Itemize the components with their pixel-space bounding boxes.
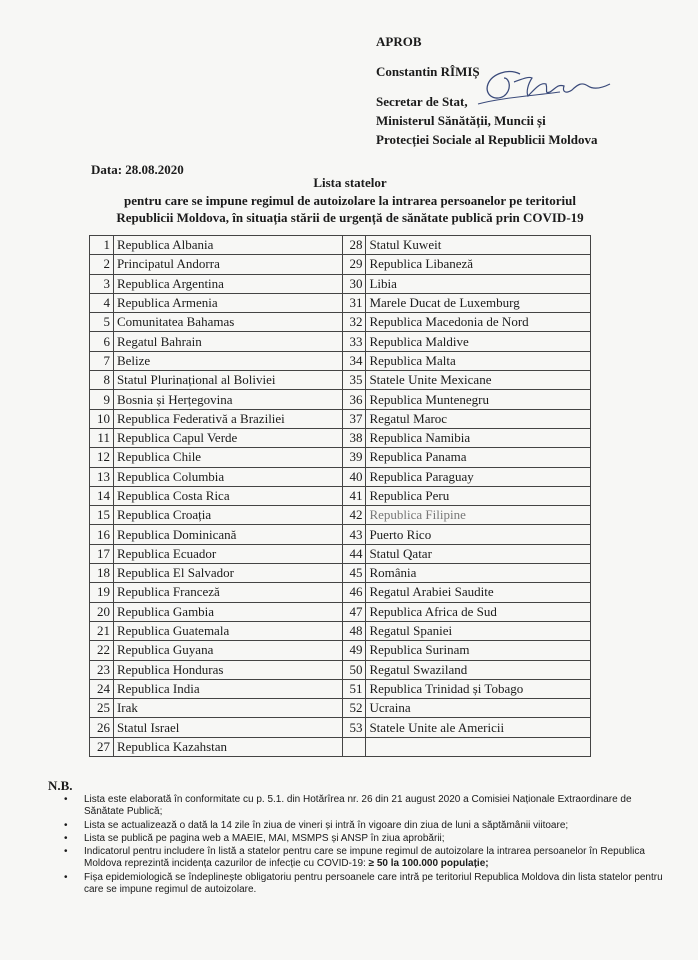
country-name: Republica Guyana: [113, 641, 342, 660]
row-number: 22: [90, 641, 114, 660]
title-line-2: pentru care se impune regimul de autoizolare la intrarea persoanelor pe teritoriul: [124, 192, 576, 208]
note-item: • Lista se actualizează o dată la 14 zile în ziua de vineri și intră în vigoare din ziua de luni a săptămânii viitoare;: [64, 819, 569, 831]
row-number: 15: [90, 506, 114, 525]
country-name: Republica Malta: [366, 351, 591, 370]
table-row: [90, 332, 591, 351]
row-number: 16: [90, 525, 114, 544]
country-name: Republica Kazahstan: [113, 737, 342, 756]
row-number: 39: [342, 448, 366, 467]
row-number: 36: [342, 390, 366, 409]
row-number: 28: [342, 236, 366, 255]
country-name: Statele Unite Mexicane: [366, 371, 591, 390]
handwritten-signature: [470, 62, 620, 117]
table-row: [90, 602, 591, 621]
row-number: 42: [342, 506, 366, 525]
row-number: 45: [342, 564, 366, 583]
country-name: Republica Capul Verde: [113, 428, 342, 447]
table-row: [90, 583, 591, 602]
note-item: • Fișa epidemiologică se îndeplinește obligatoriu pentru persoanele care intră pe teritoriul Republica Moldova din lista statelor pentru care se impune regimul de autoizolare.: [64, 871, 663, 896]
country-name: Republica India: [113, 679, 342, 698]
country-name: Bosnia și Herțegovina: [113, 390, 342, 409]
row-number: 8: [90, 371, 114, 390]
note-item: • Lista se publică pe pagina web a MAEIE, MAI, MSMPS și ANSP în ziua aprobării;: [64, 832, 445, 844]
table-row: [90, 467, 591, 486]
country-name: România: [366, 564, 591, 583]
country-name: Republica Franceză: [113, 583, 342, 602]
document-title: [80, 174, 620, 227]
row-number: 40: [342, 467, 366, 486]
country-name: Republica Albania: [113, 236, 342, 255]
signatory-position-1: Secretar de Stat,: [376, 94, 468, 109]
country-name: [366, 737, 591, 756]
country-name: Republica Libaneză: [366, 255, 591, 274]
row-number: 43: [342, 525, 366, 544]
row-number: 52: [342, 699, 366, 718]
bullet-icon: •: [64, 819, 68, 831]
country-name: Republica Honduras: [113, 660, 342, 679]
notes-list: [64, 794, 664, 897]
country-name: Regatul Arabiei Saudite: [366, 583, 591, 602]
table-row: [90, 274, 591, 293]
row-number: 37: [342, 409, 366, 428]
country-name: Statele Unite ale Americii: [366, 718, 591, 737]
row-number: 6: [90, 332, 114, 351]
country-name: Marele Ducat de Luxemburg: [366, 293, 591, 312]
bullet-icon: •: [64, 846, 68, 858]
table-row: [90, 255, 591, 274]
row-number: 9: [90, 390, 114, 409]
row-number: 50: [342, 660, 366, 679]
country-name: Statul Qatar: [366, 544, 591, 563]
row-number: 4: [90, 293, 114, 312]
country-name: Principatul Andorra: [113, 255, 342, 274]
row-number: 3: [90, 274, 114, 293]
notes-label: N.B.: [48, 778, 73, 793]
table-row: [90, 428, 591, 447]
table-row: [90, 699, 591, 718]
row-number: 35: [342, 371, 366, 390]
row-number: 41: [342, 486, 366, 505]
table-row: [90, 641, 591, 660]
country-name: Irak: [113, 699, 342, 718]
table-row: [90, 351, 591, 370]
country-name: Republica Dominicană: [113, 525, 342, 544]
table-row: [90, 621, 591, 640]
row-number: 24: [90, 679, 114, 698]
table-row: [90, 525, 591, 544]
country-name: Statul Plurinațional al Boliviei: [113, 371, 342, 390]
country-name: Republica Africa de Sud: [366, 602, 591, 621]
document-date: Data: 28.08.2020: [91, 162, 184, 177]
table-row: [90, 737, 591, 756]
table-row: [90, 679, 591, 698]
country-name: Republica Filipine: [366, 506, 591, 525]
country-name: Republica Peru: [366, 486, 591, 505]
country-name: Belize: [113, 351, 342, 370]
row-number: 49: [342, 641, 366, 660]
country-name: Republica Maldive: [366, 332, 591, 351]
row-number: 14: [90, 486, 114, 505]
country-name: Republica Argentina: [113, 274, 342, 293]
title-line-1: Lista statelor: [313, 175, 387, 190]
signatory-position-3: Protecției Sociale al Republicii Moldova: [376, 132, 598, 147]
row-number: 32: [342, 313, 366, 332]
countries-table: [89, 235, 591, 757]
country-name: Comunitatea Bahamas: [113, 313, 342, 332]
bullet-icon: •: [64, 871, 68, 883]
row-number: 1: [90, 236, 114, 255]
table-row: [90, 390, 591, 409]
row-number: 26: [90, 718, 114, 737]
row-number: 20: [90, 602, 114, 621]
row-number: [342, 737, 366, 756]
row-number: 31: [342, 293, 366, 312]
country-name: Republica Paraguay: [366, 467, 591, 486]
row-number: 33: [342, 332, 366, 351]
approval-block: [376, 33, 598, 147]
country-name: Republica El Salvador: [113, 564, 342, 583]
country-name: Republica Muntenegru: [366, 390, 591, 409]
country-name: Statul Israel: [113, 718, 342, 737]
country-name: Republica Federativă a Braziliei: [113, 409, 342, 428]
row-number: 2: [90, 255, 114, 274]
table-row: [90, 660, 591, 679]
approve-label: APROB: [376, 34, 422, 49]
signatory-name: Constantin RÎMIȘ: [376, 64, 480, 79]
signatory-position-2: Ministerul Sănătății, Muncii și: [376, 113, 546, 128]
country-name: Libia: [366, 274, 591, 293]
row-number: 53: [342, 718, 366, 737]
country-name: Statul Kuweit: [366, 236, 591, 255]
table-row: [90, 293, 591, 312]
row-number: 18: [90, 564, 114, 583]
row-number: 29: [342, 255, 366, 274]
row-number: 13: [90, 467, 114, 486]
table-row: [90, 371, 591, 390]
row-number: 27: [90, 737, 114, 756]
bullet-icon: •: [64, 832, 68, 844]
country-name: Ucraina: [366, 699, 591, 718]
row-number: 7: [90, 351, 114, 370]
table-row: [90, 486, 591, 505]
row-number: 5: [90, 313, 114, 332]
country-name: Republica Macedonia de Nord: [366, 313, 591, 332]
table-row: [90, 236, 591, 255]
country-name: Regatul Bahrain: [113, 332, 342, 351]
country-name: Puerto Rico: [366, 525, 591, 544]
country-name: Republica Panama: [366, 448, 591, 467]
table-row: [90, 448, 591, 467]
row-number: 19: [90, 583, 114, 602]
country-name: Republica Surinam: [366, 641, 591, 660]
table-row: [90, 506, 591, 525]
country-name: Republica Chile: [113, 448, 342, 467]
country-name: Regatul Maroc: [366, 409, 591, 428]
table-row: [90, 313, 591, 332]
country-name: Republica Guatemala: [113, 621, 342, 640]
row-number: 48: [342, 621, 366, 640]
country-name: Republica Ecuador: [113, 544, 342, 563]
row-number: 17: [90, 544, 114, 563]
country-name: Republica Columbia: [113, 467, 342, 486]
row-number: 21: [90, 621, 114, 640]
country-name: Republica Croația: [113, 506, 342, 525]
country-name: Republica Costa Rica: [113, 486, 342, 505]
note-item: • Lista este elaborată în conformitate cu p. 5.1. din Hotărîrea nr. 26 din 21 august 2020 a Comisiei Naționale Extraordinare de Sănătate Publică;: [64, 794, 632, 818]
row-number: 44: [342, 544, 366, 563]
country-name: Regatul Swaziland: [366, 660, 591, 679]
row-number: 30: [342, 274, 366, 293]
country-name: Republica Namibia: [366, 428, 591, 447]
row-number: 34: [342, 351, 366, 370]
row-number: 25: [90, 699, 114, 718]
country-name: Republica Armenia: [113, 293, 342, 312]
row-number: 46: [342, 583, 366, 602]
row-number: 51: [342, 679, 366, 698]
row-number: 23: [90, 660, 114, 679]
bullet-icon: •: [64, 794, 68, 805]
row-number: 11: [90, 428, 114, 447]
row-number: 47: [342, 602, 366, 621]
table-row: [90, 409, 591, 428]
row-number: 10: [90, 409, 114, 428]
row-number: 38: [342, 428, 366, 447]
table-row: [90, 544, 591, 563]
country-name: Republica Trinidad și Tobago: [366, 679, 591, 698]
table-row: [90, 718, 591, 737]
country-name: Republica Gambia: [113, 602, 342, 621]
row-number: 12: [90, 448, 114, 467]
country-name: Regatul Spaniei: [366, 621, 591, 640]
title-line-3: Republicii Moldova, în situația stării de urgență de sănătate publică prin COVID-19: [116, 210, 584, 225]
table-row: [90, 564, 591, 583]
note-item: • Indicatorul pentru includere în listă a statelor pentru care se impune regimul de autoizolare la intrarea persoanelor în Republica Moldova reprezintă incidența cazurilor de infecție cu COVID-19: ≥ 50 la 100.000 populație;: [64, 846, 645, 870]
